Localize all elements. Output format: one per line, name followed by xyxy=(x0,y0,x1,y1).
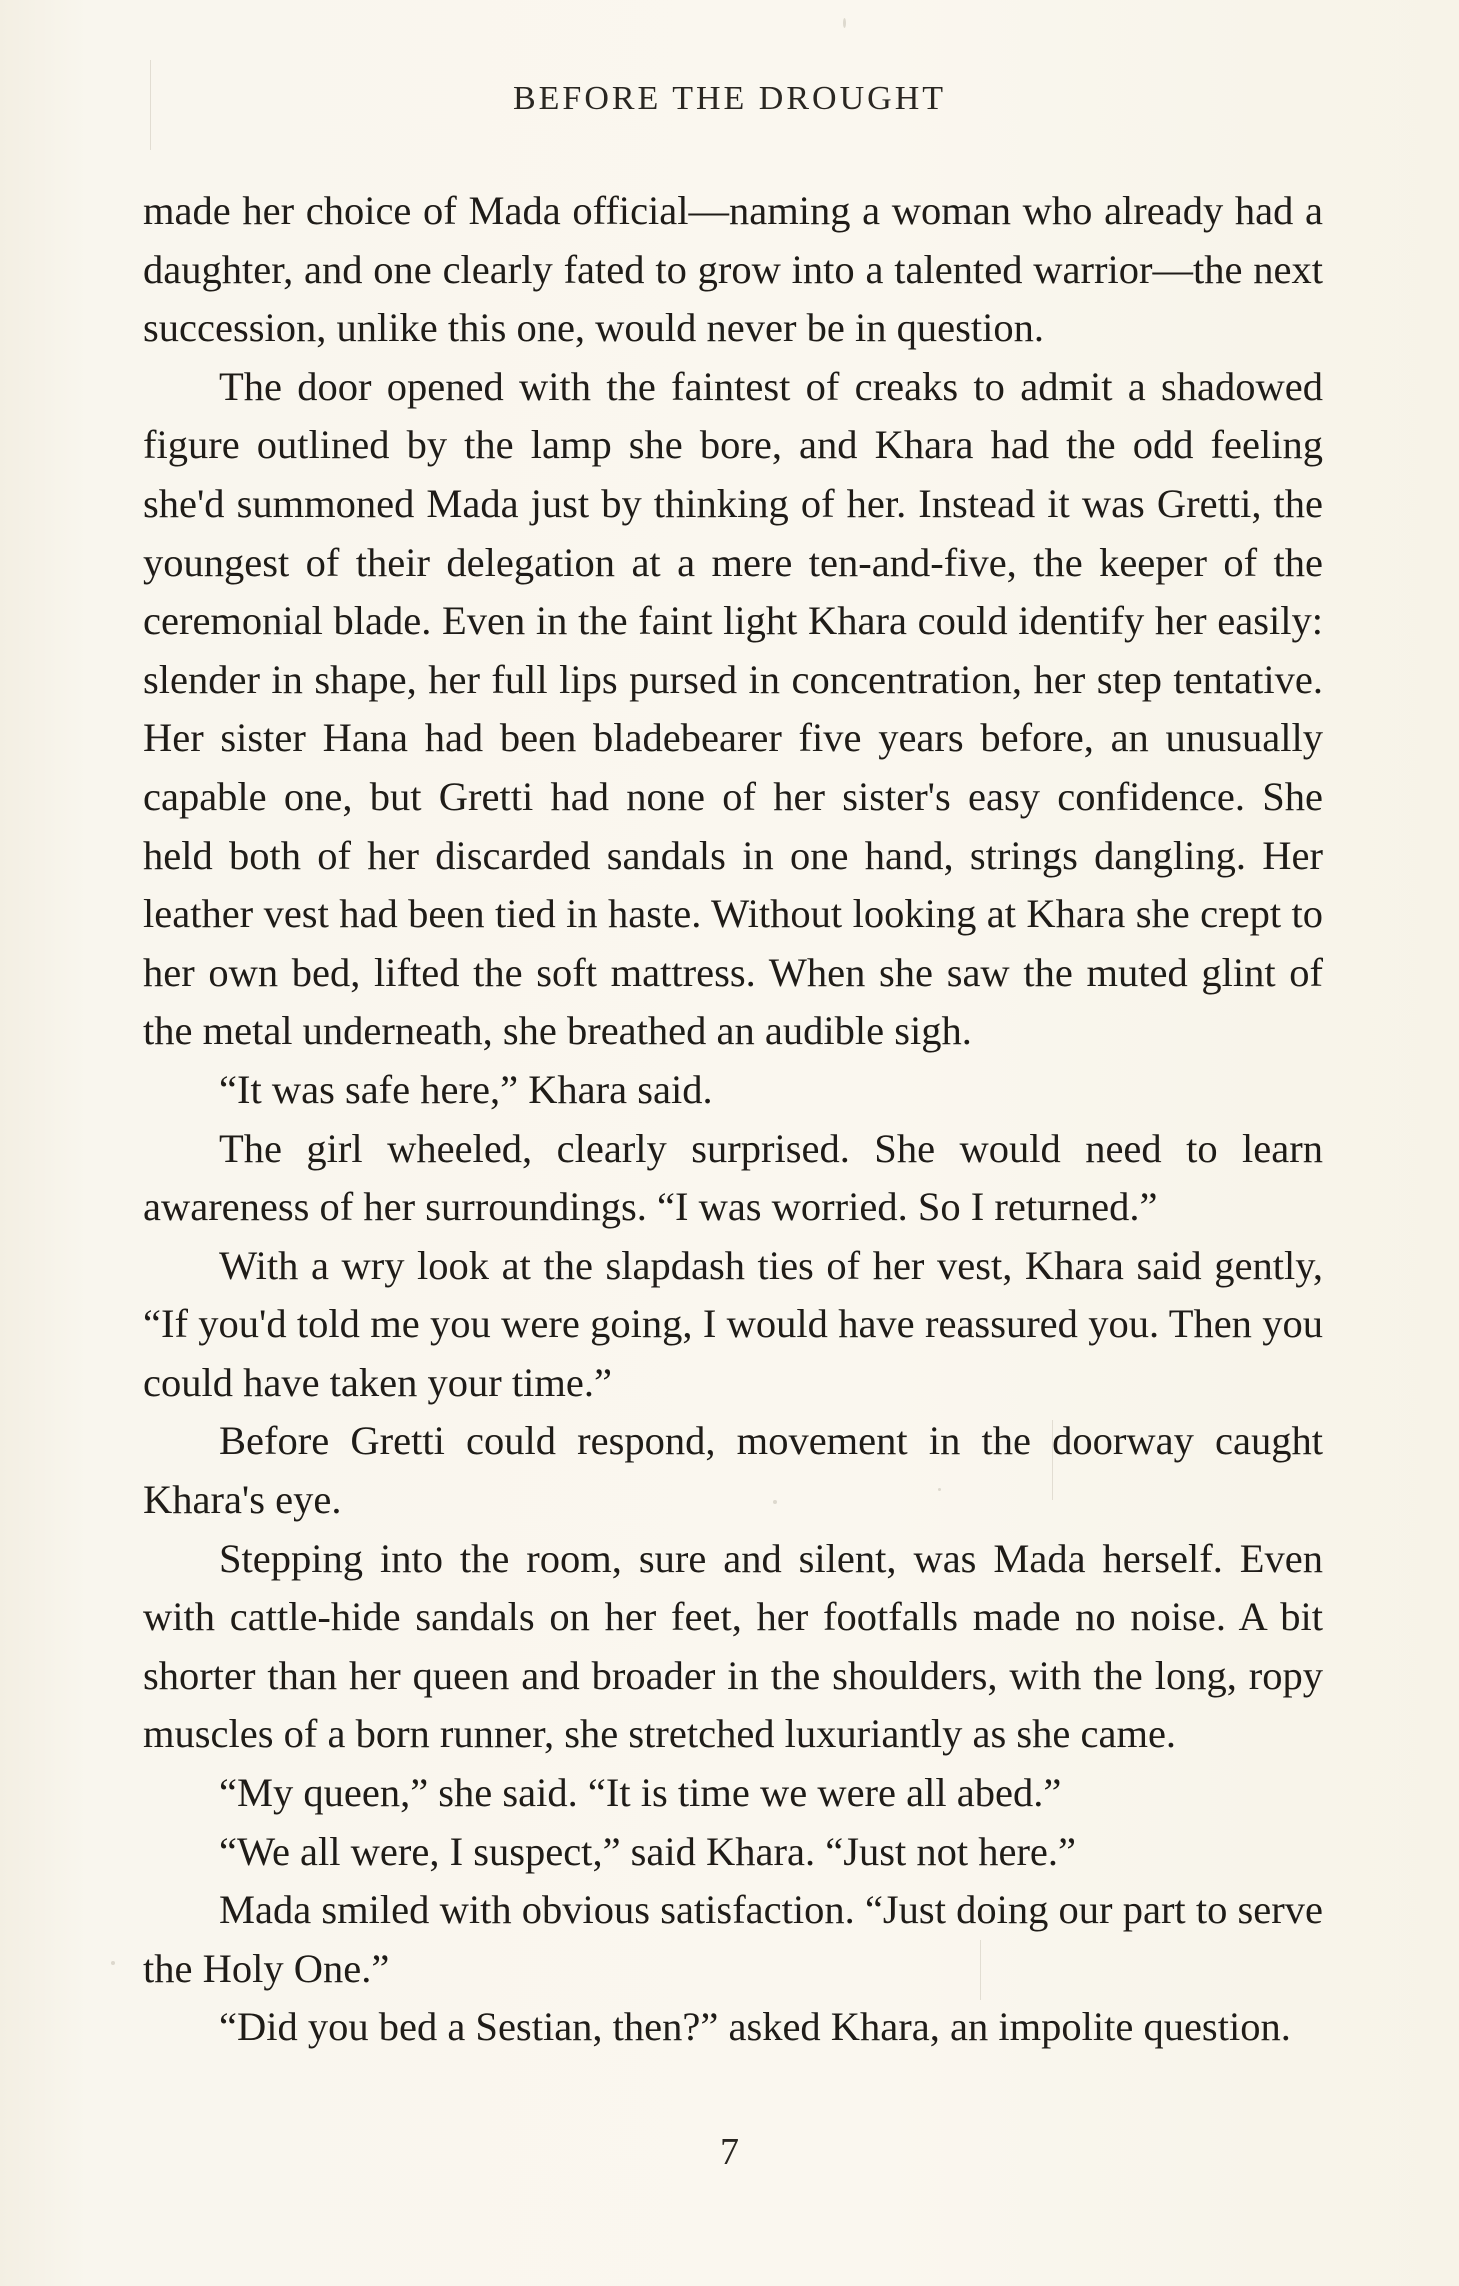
paragraph: The girl wheeled, clearly surprised. She would need to learn awareness of her surroundings. “I was worried. So I returned.” xyxy=(143,1125,1323,1230)
scan-artifact-speck xyxy=(111,1961,115,1965)
paragraph: “We all were, I suspect,” said Khara. “Just not here.” xyxy=(219,1828,1077,1874)
paragraph: Mada smiled with obvious satisfaction. “Just doing our part to serve the Holy One.” xyxy=(143,1887,1323,1991)
body-text xyxy=(143,182,1323,2057)
paragraph: Stepping into the room, sure and silent, was Mada herself. Even with cattle-hide sandals on her feet, her footfalls made no noise. A bit shorter than her queen and broader in the shoulders, with the long, ropy muscles of a born runner, she stretched luxuriantly as she came. xyxy=(143,1535,1323,1757)
paragraph: “It was safe here,” Khara said. xyxy=(219,1066,713,1112)
paragraph: made her choice of Mada official—naming a woman who already had a daughter, and one clearly fated to grow into a talented warrior—the next succession, unlike this one, would never be in question. xyxy=(143,188,1323,351)
scan-artifact-speck xyxy=(843,18,846,28)
paragraph: With a wry look at the slapdash ties of her vest, Khara said gently, “If you'd told me you were going, I would have reassured you. Then you could have taken your time.” xyxy=(143,1242,1323,1405)
paragraph: Before Gretti could respond, movement in the doorway caught Khara's eye. xyxy=(143,1418,1323,1523)
running-head: BEFORE THE DROUGHT xyxy=(512,80,947,117)
paragraph: “Did you bed a Sestian, then?” asked Khara, an impolite question. xyxy=(219,2004,1291,2050)
paragraph: “My queen,” she said. “It is time we were all abed.” xyxy=(219,1770,1062,1816)
page-number: 7 xyxy=(720,2131,739,2173)
paragraph: The door opened with the faintest of creaks to admit a shadowed figure outlined by the lamp she bore, and Khara had the odd feeling she'd summoned Mada just by thinking of her. Instead it was Gretti, the youngest of their delegation at a mere ten-and-five, the keeper of the ceremonial blade. Even in the faint light Khara could identify her easily: slender in shape, her full lips pursed in concentration, her step tentative. Her sister Hana had been bladebearer five years before, an unusually capable one, but Gretti had none of her sister's easy confidence. She held both of her discarded sandals in one hand, strings dangling. Her leather vest had been tied in haste. Without looking at Khara she crept to her own bed, lifted the soft mattress. When she saw the muted glint of the metal underneath, she breathed an audible sigh. xyxy=(143,363,1323,1054)
